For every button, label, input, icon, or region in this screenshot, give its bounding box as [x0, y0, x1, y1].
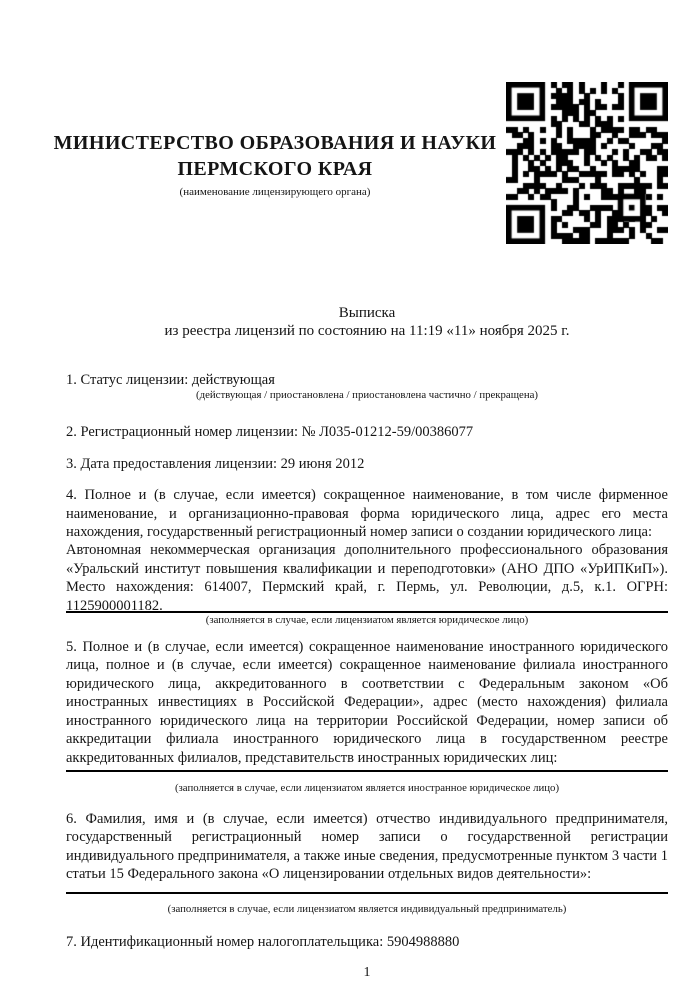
item-5-foreign-entity-label: 5. Полное и (в случае, если имеется) сокращенное наименование иностранного юридического лица, полное и (в случае, если имеется) сокращенное наименование филиала иностранного юридического лица, аккредитованного в соответствии с Федеральным законом «Об иностранных инвестициях в Российской Федерации», адрес (место нахождения) филиала иностранного юридического лица на территории Российской Федерации, номер записи об аккредитации филиала иностранного юридического лица в государственном реестре аккредитованных филиалов, представительств иностранных юридических лиц:	[66, 639, 668, 766]
document-title-line2: из реестра лицензий по состоянию на 11:19 «11» ноября 2025 г.	[164, 322, 570, 339]
item-4-note: (заполняется в случае, если лицензиатом является юридическое лицо)	[205, 614, 529, 627]
item-6-entrepreneur-label: 6. Фамилия, имя и (в случае, если имеется) отчество индивидуального предпринимателя, государственный регистрационный номер записи о государственной регистрации индивидуального предпринимателя, а также иные сведения, предусмотренные пунктом 3 части 1 статьи 15 Федерального закона «О лицензировании отдельных видов деятельности»:	[66, 810, 668, 883]
licensing-authority-block	[52, 82, 498, 199]
authority-name-line1: МИНИСТЕРСТВО ОБРАЗОВАНИЯ И НАУКИ	[53, 132, 497, 154]
qr-code-block	[506, 82, 668, 244]
item-6-note: (заполняется в случае, если лицензиатом является индивидуальный предприниматель)	[167, 902, 567, 915]
separator-line-entrepreneur	[66, 892, 668, 894]
item-4-legal-entity-label: 4. Полное и (в случае, если имеется) сокращенное наименование, в том числе фирменное наименование, и организационно-правовая форма юридического лица, адрес его места нахождения, государственный регистрационный номер записи о создании юридического лица:	[66, 487, 668, 541]
qr-code-icon	[506, 82, 668, 244]
document-header	[53, 0, 668, 244]
item-4-legal-entity-value: Автономная некоммерческая организация дополнительного профессионального образования «Уральский институт повышения квалификации и переподготовки» (АНО ДПО «УрИПКиП»). Место нахождения: 614007, Пермский край, г. Пермь, ул. Революции, д.5, к.1. ОГРН: 1125900001182.	[66, 542, 668, 614]
document-title	[66, 305, 668, 340]
item-1-license-status: 1. Статус лицензии: действующая	[66, 372, 275, 388]
item-7-taxpayer-number: 7. Идентификационный номер налогоплательщика: 5904988880	[66, 933, 460, 950]
authority-caption: (наименование лицензирующего органа)	[179, 186, 371, 198]
item-1-status-options-note: (действующая / приостановлена / приостановлена частично / прекращена)	[196, 389, 538, 402]
item-3-grant-date: 3. Дата предоставления лицензии: 29 июня 2012	[66, 455, 365, 472]
separator-line-foreign-entity	[66, 770, 668, 772]
document-title-line1: Выписка	[338, 305, 396, 321]
page-number: 1	[363, 964, 371, 980]
authority-name-line2: ПЕРМСКОГО КРАЯ	[177, 158, 373, 180]
item-2-registration-number: 2. Регистрационный номер лицензии: № Л035-01212-59/00386077	[66, 424, 474, 441]
item-5-note: (заполняется в случае, если лицензиатом является иностранное юридическое лицо)	[174, 781, 560, 794]
